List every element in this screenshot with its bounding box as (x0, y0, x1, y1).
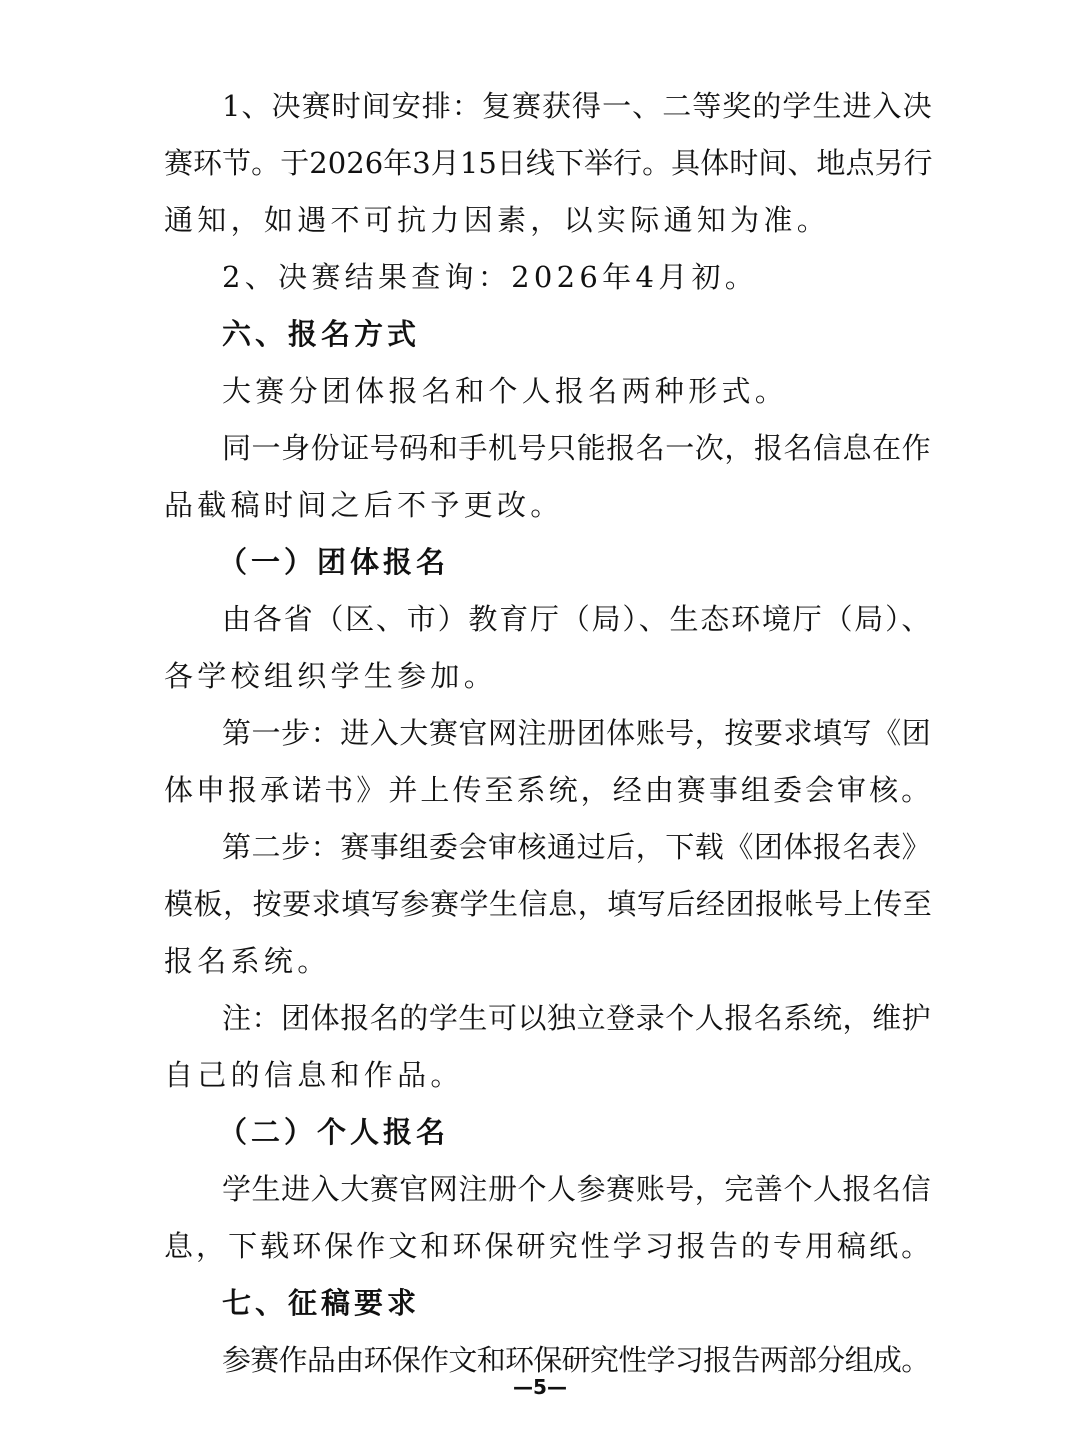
text-line: 1、决赛时间安排：复赛获得一、二等奖的学生进入决 (222, 89, 933, 123)
text-line: 同一身份证号码和手机号只能报名一次，报名信息在作 (222, 431, 932, 465)
text-line: 通知，如遇不可抗力因素，以实际通知为准。 (164, 203, 831, 237)
text-line: 息，下载环保作文和环保研究性学习报告的专用稿纸。 (164, 1229, 934, 1263)
text-line: 各学校组织学生参加。 (164, 659, 498, 693)
text-line: 参赛作品由环保作文和环保研究性学习报告两部分组成。 (222, 1343, 930, 1377)
text-line: 2、决赛结果查询：2026年4月初。 (222, 260, 759, 294)
text-line: 体申报承诺书》并上传至系统，经由赛事组委会审核。 (164, 773, 934, 807)
text-line: 模板，按要求填写参赛学生信息，填写后经团报帐号上传至 (164, 887, 933, 921)
subsection-heading: （一）团体报名 (218, 545, 450, 579)
text-line: 第二步：赛事组委会审核通过后，下载《团体报名表》 (222, 830, 932, 864)
text-line: 自己的信息和作品。 (164, 1058, 464, 1092)
page-number: —5— (513, 1375, 567, 1399)
text-line: 报名系统。 (164, 944, 331, 978)
subsection-heading: （二）个人报名 (218, 1115, 450, 1149)
text-line: 注：团体报名的学生可以独立登录个人报名系统，维护 (222, 1001, 932, 1035)
section-heading: 七、征稿要求 (222, 1286, 421, 1320)
text-line: 品截稿时间之后不予更改。 (164, 488, 564, 522)
text-line: 大赛分团体报名和个人报名两种形式。 (222, 374, 789, 408)
text-line: 由各省（区、市）教育厅（局）、生态环境厅（局）、 (222, 602, 933, 636)
text-line: 赛环节。于2026年3月15日线下举行。具体时间、地点另行 (164, 146, 933, 180)
text-line: 第一步：进入大赛官网注册团体账号，按要求填写《团 (222, 716, 932, 750)
text-line: 学生进入大赛官网注册个人参赛账号，完善个人报名信 (222, 1172, 932, 1206)
section-heading: 六、报名方式 (222, 317, 421, 351)
